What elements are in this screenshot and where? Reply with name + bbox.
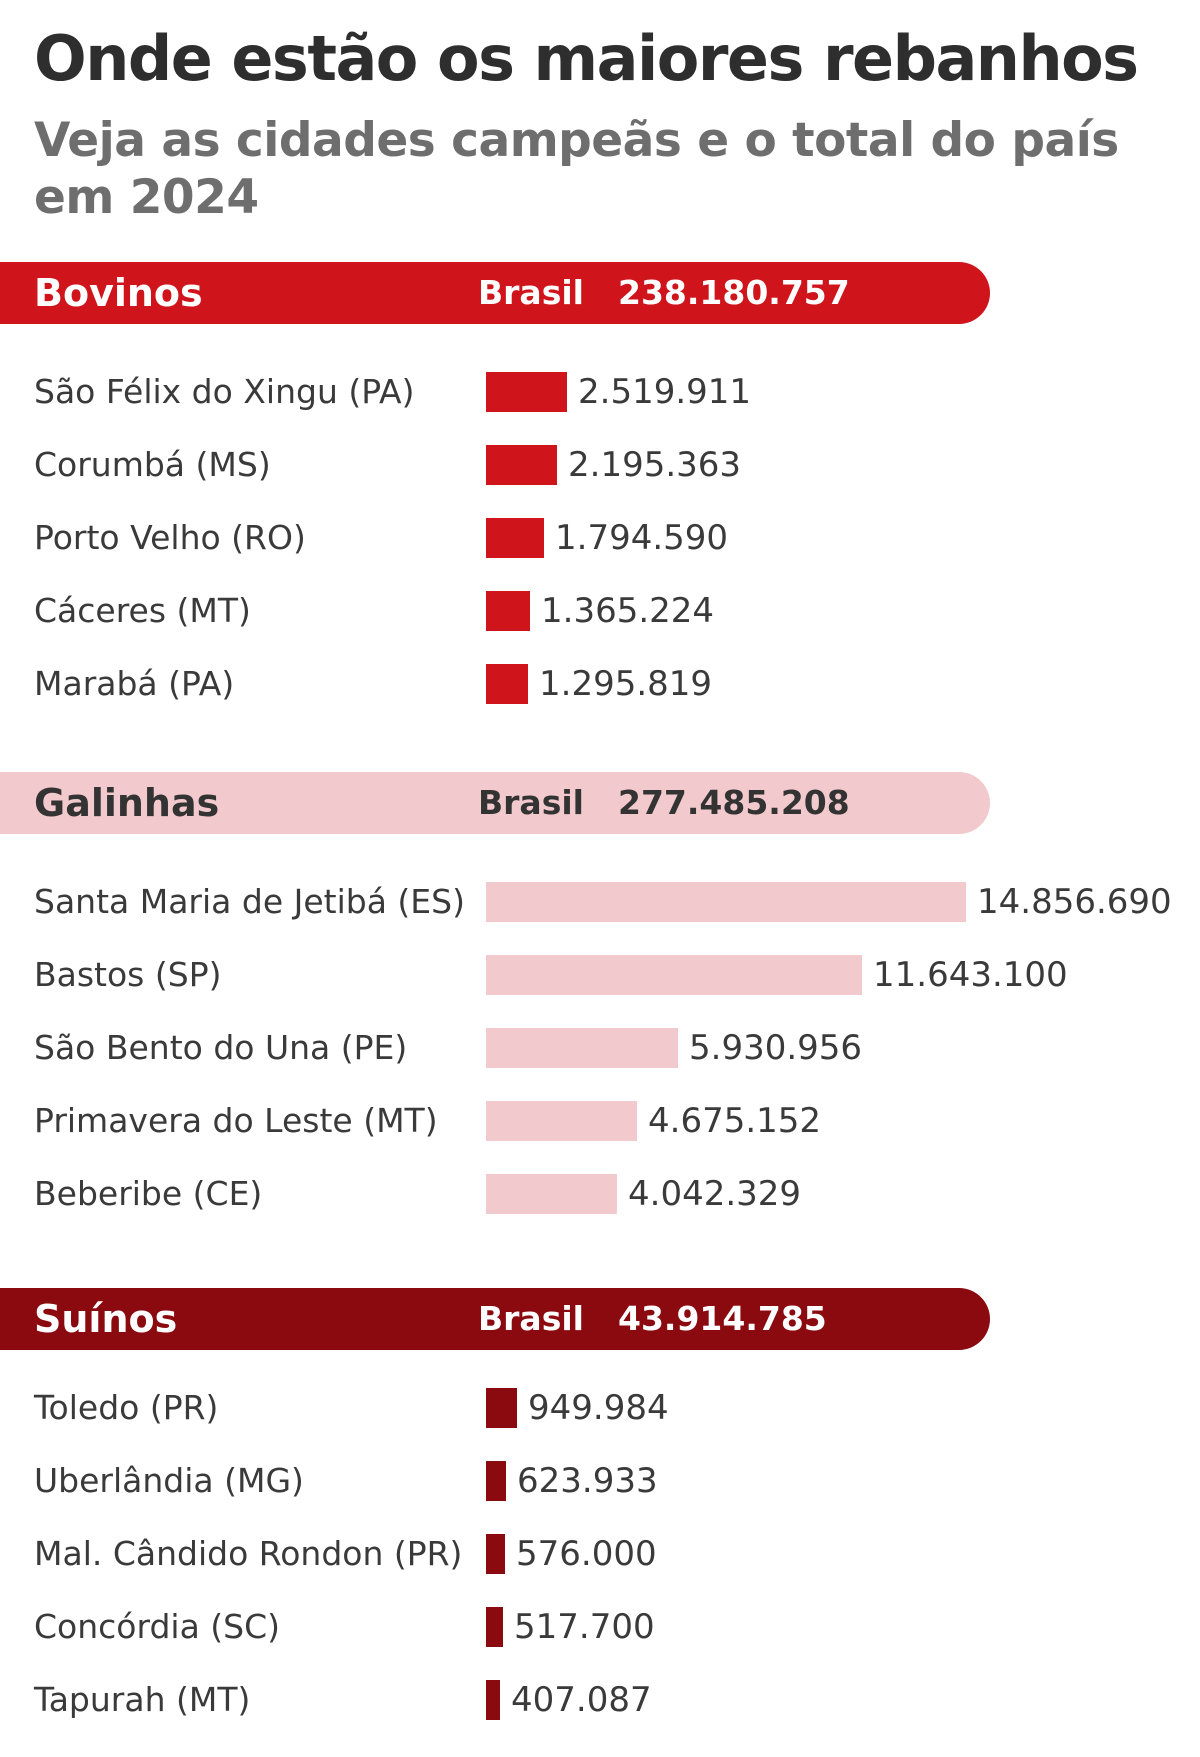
bar-row (0, 945, 1200, 1005)
bar (486, 1174, 617, 1214)
category-label: Santa Maria de Jetibá (ES) (34, 882, 465, 921)
category-label: Primavera do Leste (MT) (34, 1101, 438, 1140)
bar (486, 1607, 503, 1647)
bar-row (0, 508, 1200, 568)
bar (486, 372, 567, 412)
bar-row (0, 1597, 1200, 1657)
brasil-total: 238.180.757 (618, 273, 850, 312)
brasil-total: 277.485.208 (618, 783, 850, 822)
bar-row (0, 1164, 1200, 1224)
value-label: 4.042.329 (628, 1174, 802, 1214)
value-label: 1.794.590 (555, 518, 729, 558)
category-label: São Bento do Una (PE) (34, 1028, 408, 1067)
bar (486, 1101, 637, 1141)
category-label: São Félix do Xingu (PA) (34, 372, 415, 411)
bar-row (0, 581, 1200, 641)
chart-title: Onde estão os maiores rebanhos (34, 22, 1138, 95)
bar-row (0, 654, 1200, 714)
section-name: Galinhas (34, 781, 220, 825)
bar-row (0, 1378, 1200, 1438)
bar-row (0, 1670, 1200, 1730)
bar (486, 1028, 678, 1068)
category-label: Marabá (PA) (34, 664, 235, 703)
category-label: Beberibe (CE) (34, 1174, 263, 1213)
bar-row (0, 1091, 1200, 1151)
category-label: Tapurah (MT) (34, 1680, 251, 1719)
brasil-label: Brasil (478, 1299, 584, 1338)
bar (486, 1680, 500, 1720)
bar-row (0, 1524, 1200, 1584)
bar-row (0, 362, 1200, 422)
bar-row (0, 1018, 1200, 1078)
brasil-label: Brasil (478, 273, 584, 312)
value-label: 517.700 (514, 1607, 655, 1647)
bar (486, 1534, 505, 1574)
bar (486, 1388, 517, 1428)
category-label: Mal. Cândido Rondon (PR) (34, 1534, 463, 1573)
bar (486, 518, 544, 558)
value-label: 11.643.100 (873, 955, 1068, 995)
value-label: 623.933 (517, 1461, 658, 1501)
brasil-label: Brasil (478, 783, 584, 822)
bar (486, 591, 530, 631)
value-label: 2.195.363 (568, 445, 742, 485)
bar (486, 1461, 506, 1501)
category-label: Uberlândia (MG) (34, 1461, 304, 1500)
value-label: 576.000 (516, 1534, 657, 1574)
value-label: 1.295.819 (539, 664, 713, 704)
category-label: Corumbá (MS) (34, 445, 271, 484)
category-label: Concórdia (SC) (34, 1607, 281, 1646)
value-label: 1.365.224 (541, 591, 715, 631)
section-header-band (0, 262, 990, 324)
value-label: 5.930.956 (689, 1028, 863, 1068)
section-name: Suínos (34, 1297, 178, 1341)
category-label: Cáceres (MT) (34, 591, 251, 630)
bar-row (0, 1451, 1200, 1511)
category-label: Toledo (PR) (34, 1388, 219, 1427)
category-label: Porto Velho (RO) (34, 518, 306, 557)
section-header-band (0, 1288, 990, 1350)
bar (486, 955, 862, 995)
bar (486, 882, 966, 922)
bar (486, 445, 557, 485)
value-label: 949.984 (528, 1388, 669, 1428)
value-label: 2.519.911 (578, 372, 752, 412)
section-name: Bovinos (34, 271, 203, 315)
bar (486, 664, 528, 704)
value-label: 14.856.690 (977, 882, 1172, 922)
section-header-band (0, 772, 990, 834)
chart-subtitle: Veja as cidades campeãs e o total do país em 2024 (34, 113, 1119, 225)
brasil-total: 43.914.785 (618, 1299, 827, 1338)
category-label: Bastos (SP) (34, 955, 222, 994)
bar-row (0, 435, 1200, 495)
value-label: 4.675.152 (648, 1101, 822, 1141)
value-label: 407.087 (511, 1680, 652, 1720)
bar-row (0, 872, 1200, 932)
